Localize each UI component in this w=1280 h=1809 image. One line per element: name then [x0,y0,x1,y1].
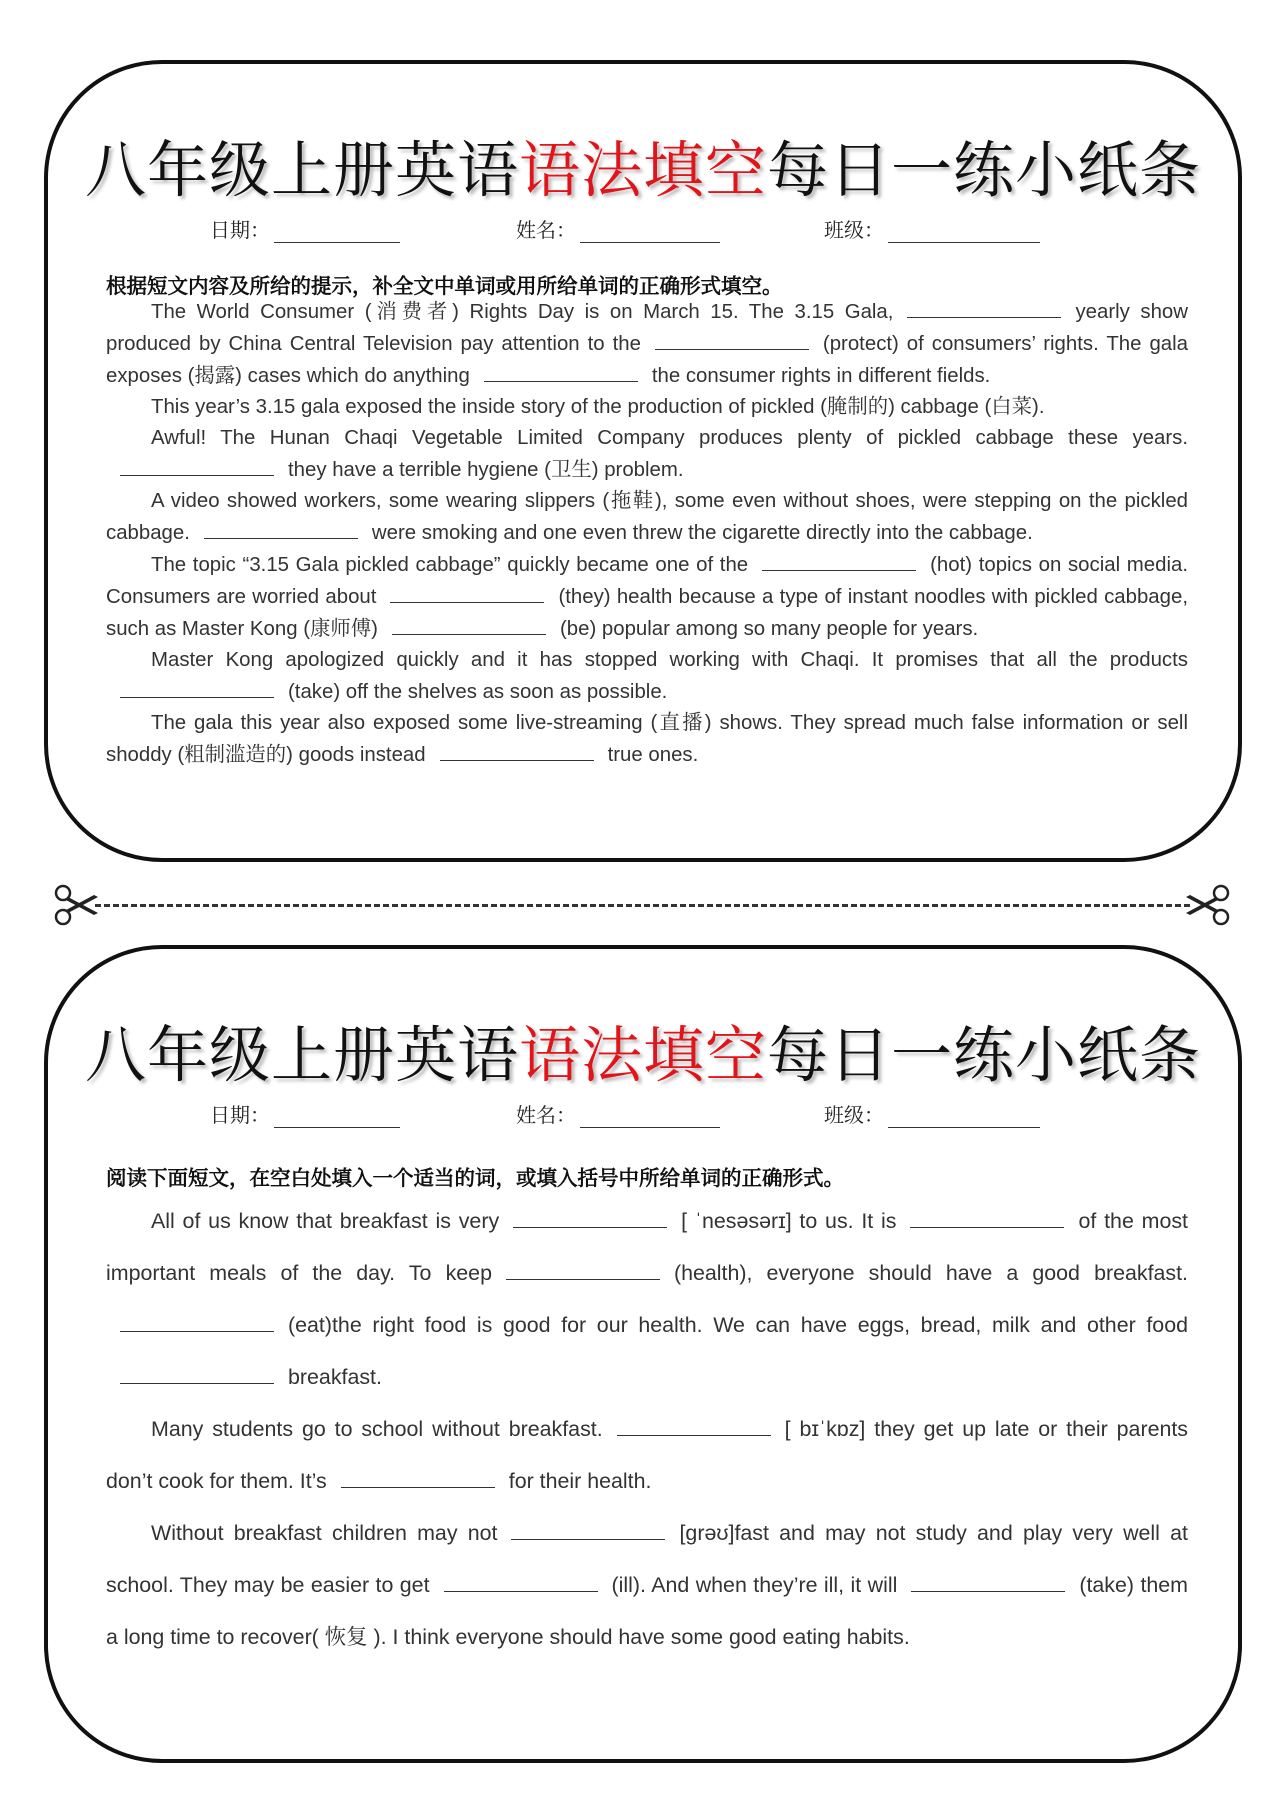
paragraph: Awful! The Hunan Chaqi Vegetable Limited Company produces plenty of pickled cabbage these years.they have a terrible hygiene (卫生) problem. [106,423,1188,486]
paragraph: The gala this year also exposed some live-streaming (直播) shows. They spread much false information or sell shoddy (粗制滥造的) goods instead true ones. [106,712,1188,766]
paragraph: Without breakfast children may not [ɡrəʊ]fast and may not study and play very well at school. They may be easier to get (ill). And when they’re ill, it will (take) them a long time to recover( 恢复 ). I think everyone should have some good eating habits. [106,1507,1188,1663]
answer-blank[interactable] [910,1203,1064,1228]
answer-blank[interactable] [444,1567,598,1592]
paragraph: Many students go to school without breakfast. [ bɪˈkɒz] they get up late or their parents don’t cook for them. It’s for their health. [106,1403,1188,1507]
passage-1 [106,296,1188,771]
answer-blank[interactable] [120,1359,274,1384]
date-line[interactable] [274,1107,400,1128]
answer-blank[interactable] [440,739,594,761]
name-label: 姓名： [516,1103,576,1127]
instruction: 根据短文内容及所给的提示，补全文中单词或用所给单词的正确形式填空。 [106,274,783,298]
name-label: 姓名： [516,218,576,242]
answer-blank[interactable] [911,1567,1065,1592]
student-info-row [48,1099,1238,1139]
student-info-row [48,214,1238,254]
class-field[interactable] [824,1099,1040,1128]
title-part-3: 每日一练小纸条 [767,135,1202,206]
date-line[interactable] [274,222,400,243]
answer-blank[interactable] [762,549,916,571]
answer-blank[interactable] [617,1411,771,1436]
worksheet-card-1 [44,60,1242,862]
cut-line [95,904,1190,907]
paragraph: A video showed workers, some wearing slippers (拖鞋), some even without shoes, were stepping on the pickled cabbage. were smoking and one even threw the cigarette directly into the cabbage. [106,490,1188,544]
class-label: 班级： [824,1103,884,1127]
paragraph: All of us know that breakfast is very [ ˈnesəsərɪ] to us. It is of the most important meals of the day. To keep (health), everyone should have a good breakfast.(eat)the right food is good for our health. We can have eggs, bread, milk and other foodbreakfast. [106,1195,1188,1403]
class-field[interactable] [824,214,1040,243]
title-part-3: 每日一练小纸条 [767,1020,1202,1091]
name-field[interactable] [516,214,720,243]
date-field[interactable] [210,214,400,243]
title-part-red: 语法填空 [518,1020,767,1091]
answer-blank[interactable] [907,296,1061,318]
answer-blank[interactable] [120,454,274,476]
passage-2 [106,1195,1188,1663]
paragraph: The topic “3.15 Gala pickled cabbage” quickly became one of the (hot) topics on social media. Consumers are worried about (they) health because a type of instant noodles with pickled cabbage, such as Master Kong (康师傅) (be) popular among so many people for years. [106,549,1188,645]
answer-blank[interactable] [392,613,546,635]
answer-blank[interactable] [120,1307,274,1332]
answer-blank[interactable] [120,676,274,698]
answer-blank[interactable] [390,581,544,603]
date-label: 日期： [210,218,270,242]
answer-blank[interactable] [506,1255,660,1280]
class-line[interactable] [888,222,1040,243]
card-title [48,1007,1238,1094]
name-line[interactable] [580,222,720,243]
title-part-1: 八年级上册英语 [84,135,519,206]
answer-blank[interactable] [511,1515,665,1540]
scissors-icon [1182,880,1232,930]
paragraph: Master Kong apologized quickly and it has stopped working with Chaqi. It promises that all the products(take) off the shelves as soon as possible. [106,645,1188,708]
title-part-1: 八年级上册英语 [84,1020,519,1091]
answer-blank[interactable] [484,360,638,382]
answer-blank[interactable] [513,1203,667,1228]
instruction: 阅读下面短文，在空白处填入一个适当的词，或填入括号中所给单词的正确形式。 [106,1166,844,1190]
answer-blank[interactable] [204,517,358,539]
card-title [48,122,1238,209]
title-part-red: 语法填空 [518,135,767,206]
date-field[interactable] [210,1099,400,1128]
class-label: 班级： [824,218,884,242]
date-label: 日期： [210,1103,270,1127]
name-field[interactable] [516,1099,720,1128]
name-line[interactable] [580,1107,720,1128]
class-line[interactable] [888,1107,1040,1128]
answer-blank[interactable] [655,328,809,350]
answer-blank[interactable] [341,1463,495,1488]
paragraph: This year’s 3.15 gala exposed the inside story of the production of pickled (腌制的) cabbage (白菜). [151,396,1045,418]
paragraph: The World Consumer (消费者) Rights Day is on March 15. The 3.15 Gala, yearly show produced by China Central Television pay attention to the (protect) of consumers’ rights. The gala exposes (揭露) cases which do anything the consumer rights in different fields. [106,296,1188,392]
worksheet-card-2 [44,945,1242,1763]
